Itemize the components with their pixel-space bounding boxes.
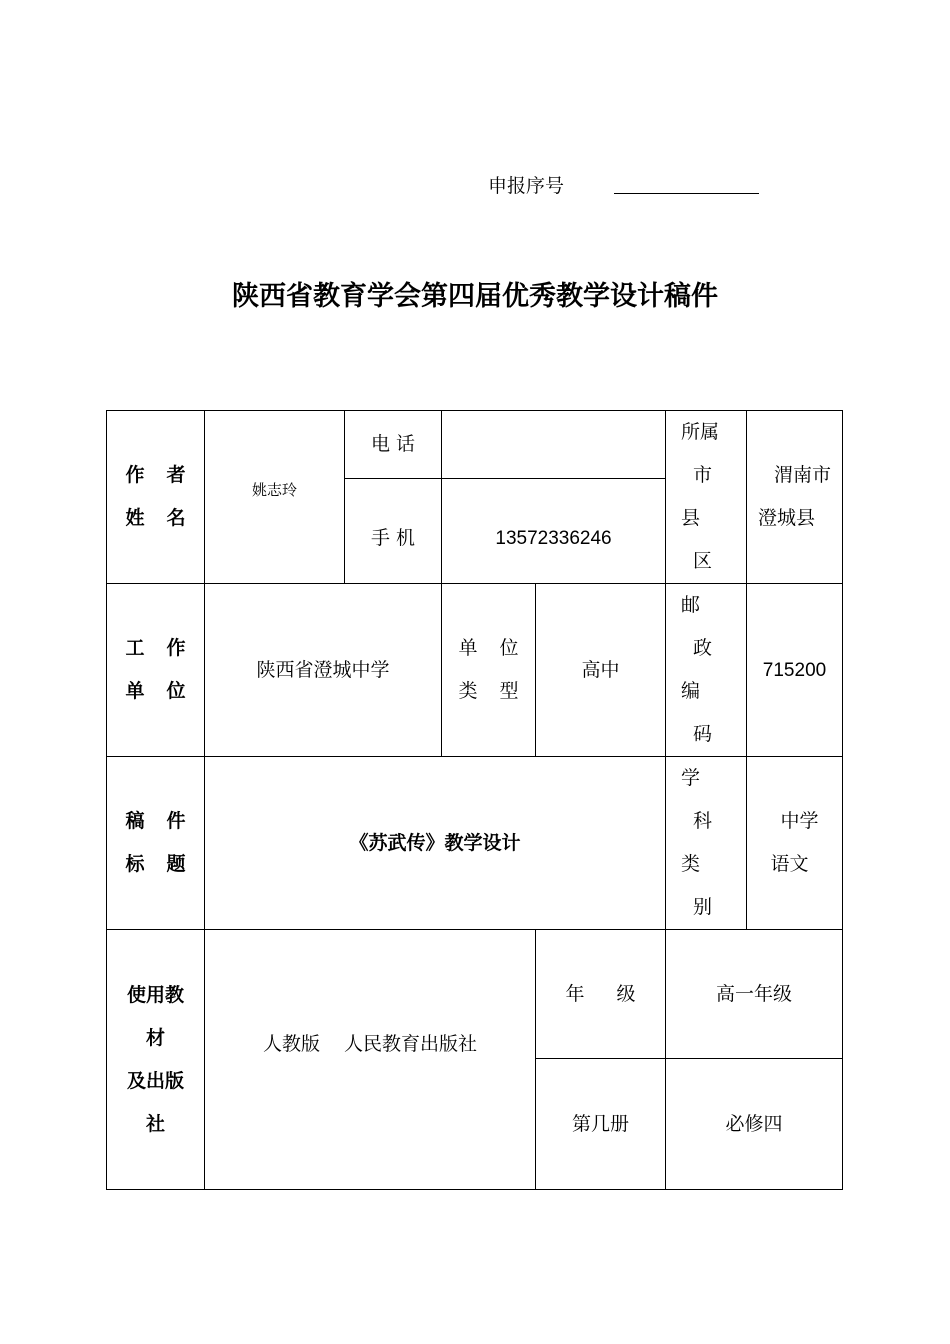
unit-type-label [442, 584, 535, 756]
label-line: 材 [145, 1026, 165, 1049]
label-char: 作 [166, 637, 186, 659]
serial-number-blank[interactable] [614, 193, 759, 194]
subject-line: 语文 [770, 853, 809, 875]
volume-label: 第几册 [571, 1112, 629, 1135]
mobile-label [345, 479, 441, 583]
unit-type-value[interactable]: 高中 [581, 658, 620, 681]
textbook-publisher-value[interactable] [205, 930, 535, 1189]
work-unit-label [107, 584, 204, 756]
label-line: 社 [145, 1112, 165, 1135]
label-char: 电 [370, 433, 390, 455]
document-title: 陕西省教育学会第四届优秀教学设计稿件 [232, 281, 718, 312]
subject-line: 中学 [780, 810, 819, 832]
publisher-name: 人民教育出版社 [344, 1033, 478, 1055]
phone-label [345, 411, 441, 478]
grade-value[interactable]: 高一年级 [715, 982, 792, 1005]
label-char: 区 [693, 550, 713, 572]
label-char: 稿 [125, 810, 145, 832]
grid-line [106, 1189, 843, 1190]
label-char: 别 [693, 896, 713, 918]
postal-code-label [666, 584, 746, 756]
grade-label [536, 930, 665, 1058]
postal-code-value[interactable]: 715200 [762, 659, 827, 681]
volume-value[interactable]: 必修四 [725, 1112, 783, 1135]
label-char: 作 [125, 464, 145, 486]
label-char: 手 [370, 526, 390, 549]
label-char: 类 [458, 680, 478, 702]
label-char: 位 [166, 680, 186, 702]
county-value: 澄城县 [757, 507, 815, 529]
grid-line [842, 410, 843, 1190]
author-name-label [107, 411, 204, 583]
serial-number-label: 申报序号 [488, 175, 565, 197]
label-char: 编 [681, 680, 701, 702]
label-char: 机 [396, 526, 416, 549]
label-char: 科 [693, 810, 713, 832]
city-value: 渭南市 [773, 464, 831, 486]
manuscript-title-label [107, 757, 204, 929]
label-char: 市 [693, 464, 713, 486]
label-char: 邮 [681, 594, 701, 616]
label-char: 题 [166, 853, 186, 875]
label-char: 标 [125, 853, 145, 875]
subject-category-label [666, 757, 746, 929]
label-char: 工 [125, 637, 145, 659]
label-char: 类 [681, 853, 701, 875]
work-unit-value[interactable]: 陕西省澄城中学 [256, 658, 390, 681]
label-char: 件 [166, 810, 186, 832]
label-char: 单 [458, 637, 478, 659]
label-char: 码 [693, 723, 713, 745]
subject-category-value[interactable] [747, 757, 842, 929]
district-value[interactable] [747, 411, 842, 583]
manuscript-title-value[interactable]: 《苏武传》教学设计 [349, 831, 521, 854]
label-char: 型 [499, 680, 519, 702]
label-char: 名 [166, 507, 186, 529]
label-char: 话 [396, 433, 416, 455]
textbook-edition: 人教版 [262, 1033, 320, 1055]
label-char: 单 [125, 680, 145, 702]
label-char: 政 [693, 637, 713, 659]
district-label [666, 411, 746, 583]
textbook-publisher-label [107, 930, 204, 1189]
author-name-value[interactable]: 姚志玲 [251, 480, 297, 499]
mobile-value[interactable]: 13572336246 [495, 527, 612, 549]
label-char: 级 [616, 982, 636, 1005]
label-line: 及出版 [126, 1069, 184, 1092]
label-char: 所属 [681, 421, 720, 443]
label-char: 者 [166, 464, 186, 486]
label-char: 学 [681, 767, 701, 789]
phone-value[interactable] [442, 411, 665, 478]
label-char: 县 [681, 507, 701, 529]
application-form [106, 410, 843, 1190]
label-char: 位 [499, 637, 519, 659]
label-line: 使用教 [126, 983, 184, 1006]
label-char: 年 [565, 982, 585, 1005]
label-char: 姓 [125, 507, 145, 529]
